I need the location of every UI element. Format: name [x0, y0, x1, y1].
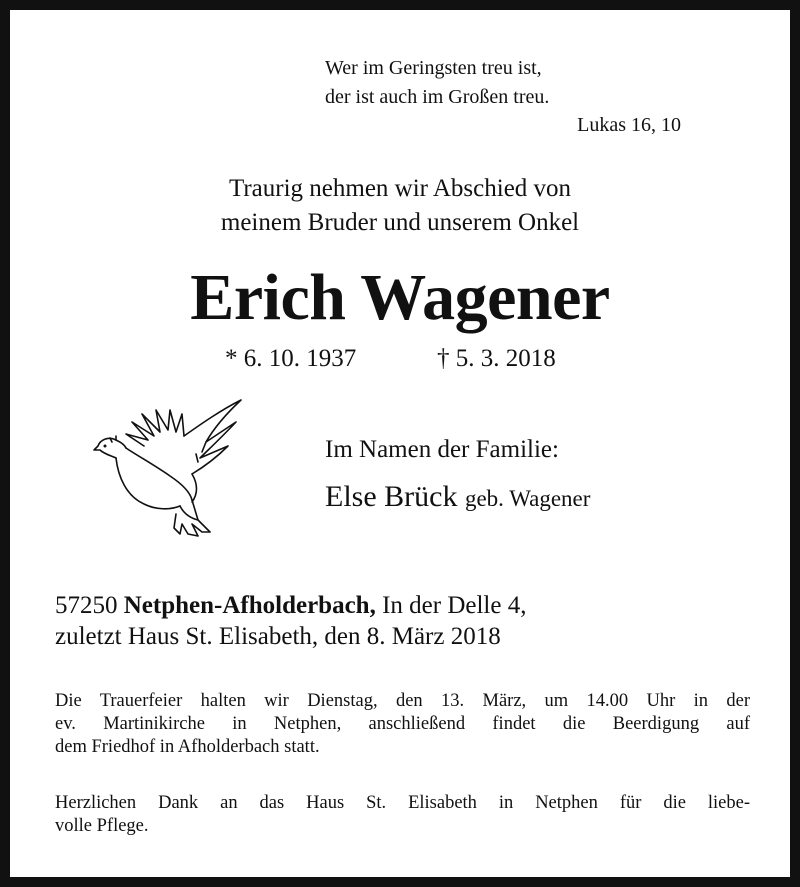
family-intro: Im Namen der Familie:: [325, 436, 559, 463]
birth-date: * 6. 10. 1937: [225, 345, 357, 372]
verse-line-1: Wer im Geringsten treu ist,: [325, 57, 542, 79]
thanks-text: [55, 792, 750, 838]
thanks-line-1: Herzlichen Dank an das Haus St. Elisabeth in Netphen für die liebe-: [55, 793, 750, 813]
intro-text: [100, 172, 700, 240]
town-name: Netphen-Afholderbach,: [123, 592, 376, 619]
funeral-service-text: [55, 690, 750, 759]
address-block: [55, 590, 526, 652]
service-line-3: dem Friedhof in Afholderbach statt.: [55, 737, 320, 757]
death-date: † 5. 3. 2018: [437, 345, 556, 372]
address-line-2: zuletzt Haus St. Elisabeth, den 8. März 2018: [55, 623, 501, 650]
bible-verse: [325, 54, 549, 112]
verse-line-2: der ist auch im Großen treu.: [325, 86, 550, 108]
service-line-1: Die Trauerfeier halten wir Dienstag, den 13. März, um 14.00 Uhr in der: [55, 691, 750, 711]
dove-icon: [86, 396, 246, 546]
intro-line-2: meinem Bruder und unserem Onkel: [220, 209, 580, 236]
service-line-2: ev. Martinikirche in Netphen, anschließend findet die Beerdigung auf: [55, 714, 750, 734]
street-address: In der Delle 4,: [382, 592, 527, 619]
intro-line-1: Traurig nehmen wir Abschied von: [228, 175, 572, 202]
verse-reference: Lukas 16, 10: [577, 114, 681, 136]
thanks-line-2: volle Pflege.: [55, 816, 149, 836]
deceased-name: Erich Wagener: [190, 261, 610, 334]
family-signature: [325, 480, 590, 514]
family-name: Else Brück: [325, 480, 458, 513]
postal-code: 57250: [55, 592, 118, 619]
maiden-name: geb. Wagener: [464, 486, 591, 511]
